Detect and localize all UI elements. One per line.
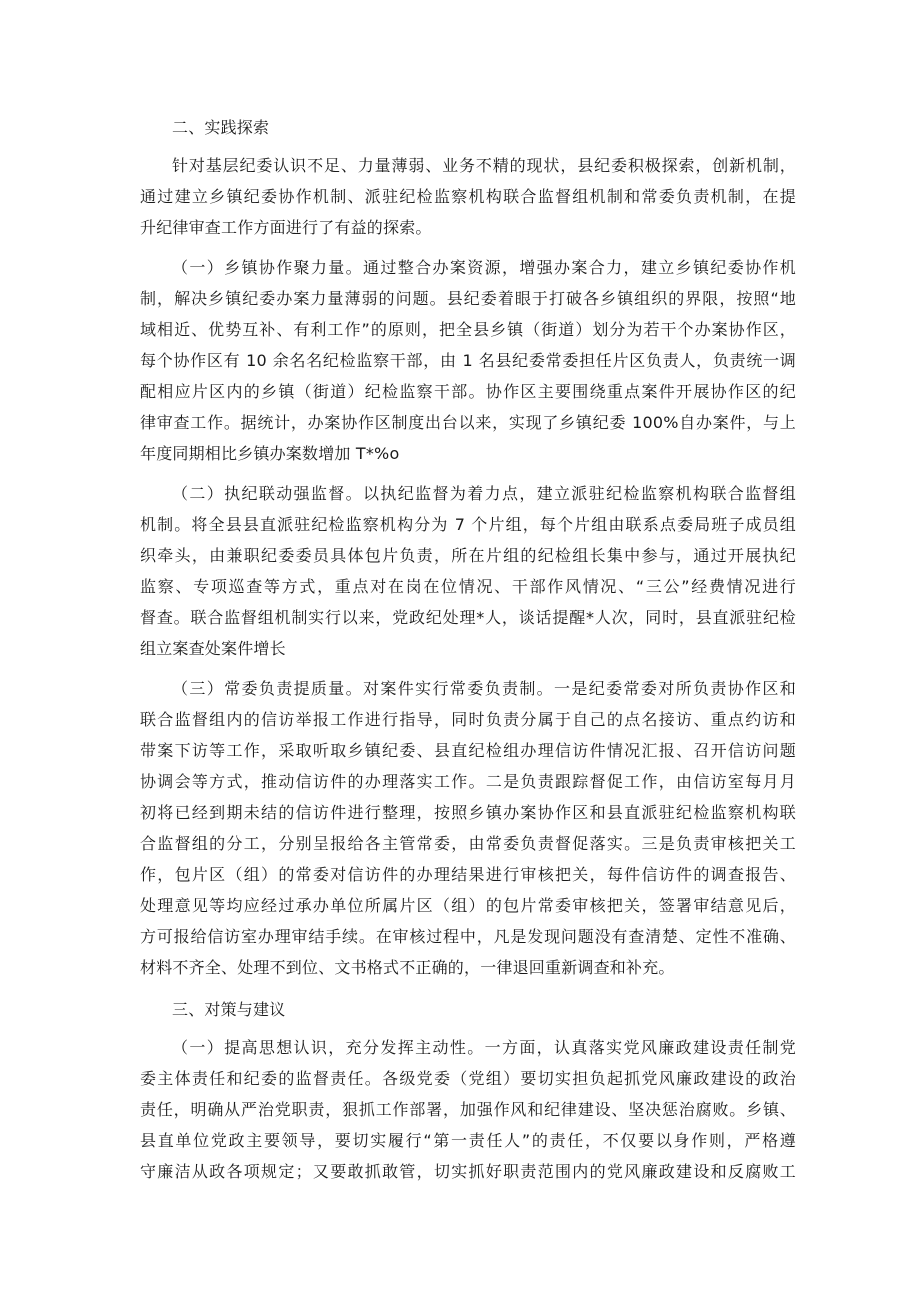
paragraph-line: 机制。将全县县直派驻纪检监察机构分为 7 个片组，每个片组由联系点委局班子成员组 [140, 515, 796, 534]
paragraph-line: 守廉洁从政各项规定；又要敢抓敢管，切实抓好职责范围内的党风廉政建设和反腐败工 [140, 1162, 796, 1181]
paragraph-line: （二）执纪联动强监督。以执纪监督为着力点，建立派驻纪检监察机构联合监督组 [172, 484, 796, 503]
section-heading-countermeasures: 三、对策与建议 [172, 1000, 286, 1019]
paragraph-line: 域相近、优势互补、有利工作”的原则，把全县乡镇（街道）划分为若干个办案协作区， [140, 320, 796, 339]
paragraph-line: 每个协作区有 10 余名名纪检监察干部，由 1 名县纪委常委担任片区负责人，负责统一调 [140, 351, 796, 370]
paragraph-line: 配相应片区内的乡镇（街道）纪检监察干部。协作区主要围绕重点案件开展协作区的纪 [140, 382, 796, 401]
paragraph-line: 委主体责任和纪委的监督责任。各级党委（党组）要切实担负起抓党风廉政建设的政治 [140, 1069, 796, 1088]
paragraph-line: 监察、专项巡查等方式，重点对在岗在位情况、干部作风情况、“三公”经费情况进行 [140, 577, 796, 596]
paragraph-line: 制，解决乡镇纪委办案力量薄弱的问题。县纪委着眼于打破各乡镇组织的界限，按照“地 [140, 289, 796, 308]
paragraph-line: 组立案查处案件增长 [140, 639, 286, 658]
paragraph-line: 升纪律审查工作方面进行了有益的探索。 [140, 218, 432, 237]
paragraph-line: 合监督组的分工，分别呈报给各主管常委，由常委负责督促落实。三是负责审核把关工 [140, 834, 796, 853]
paragraph-line: 带案下访等工作，采取听取乡镇纪委、县直纪检组办理信访件情况汇报、召开信访问题 [140, 741, 796, 760]
paragraph-line: （一）提高思想认识，充分发挥主动性。一方面，认真落实党风廉政建设责任制党 [172, 1038, 796, 1057]
paragraph-line: 责任，明确从严治党职责，狠抓工作部署，加强作风和纪律建设、坚决惩治腐败。乡镇、 [140, 1100, 796, 1119]
paragraph-line: 县直单位党政主要领导，要切实履行“第一责任人”的责任，不仅要以身作则，严格遵 [140, 1131, 796, 1150]
paragraph-line: 年度同期相比乡镇办案数增加 T*%o [140, 444, 400, 463]
paragraph-line: 针对基层纪委认识不足、力量薄弱、业务不精的现状，县纪委积极探索，创新机制， [172, 156, 796, 175]
paragraph-line: 联合监督组内的信访举报工作进行指导，同时负责分属于自己的点名接访、重点约访和 [140, 710, 796, 729]
paragraph-line: 织牵头，由兼职纪委委员具体包片负责，所在片组的纪检组长集中参与，通过开展执纪 [140, 546, 796, 565]
paragraph-line: 处理意见等均应经过承办单位所属片区（组）的包片常委审核把关，签署审结意见后， [140, 896, 796, 915]
paragraph-line: （三）常委负责提质量。对案件实行常委负责制。一是纪委常委对所负责协作区和 [172, 679, 796, 698]
paragraph-line: 方可报给信访室办理审结手续。在审核过程中，凡是发现问题没有查清楚、定性不准确、 [140, 927, 796, 946]
paragraph-line: 协调会等方式，推动信访件的办理落实工作。二是负责跟踪督促工作，由信访室每月月 [140, 772, 796, 791]
section-heading-practice: 二、实践探索 [172, 118, 270, 137]
paragraph-line: 作，包片区（组）的常委对信访件的办理结果进行审核把关，每件信访件的调查报告、 [140, 865, 796, 884]
paragraph-line: 律审查工作。据统计，办案协作区制度出台以来，实现了乡镇纪委 100%自办案件，与上 [140, 413, 796, 432]
paragraph-line: 材料不齐全、处理不到位、文书格式不正确的，一律退回重新调查和补充。 [140, 958, 675, 977]
paragraph-line: 初将已经到期未结的信访件进行整理，按照乡镇办案协作区和县直派驻纪检监察机构联 [140, 803, 796, 822]
paragraph-line: （一）乡镇协作聚力量。通过整合办案资源，增强办案合力，建立乡镇纪委协作机 [172, 258, 796, 277]
paragraph-line: 通过建立乡镇纪委协作机制、派驻纪检监察机构联合监督组机制和常委负责机制，在提 [140, 187, 796, 206]
paragraph-line: 督查。联合监督组机制实行以来，党政纪处理*人，谈话提醒*人次，同时，县直派驻纪检 [140, 608, 796, 627]
